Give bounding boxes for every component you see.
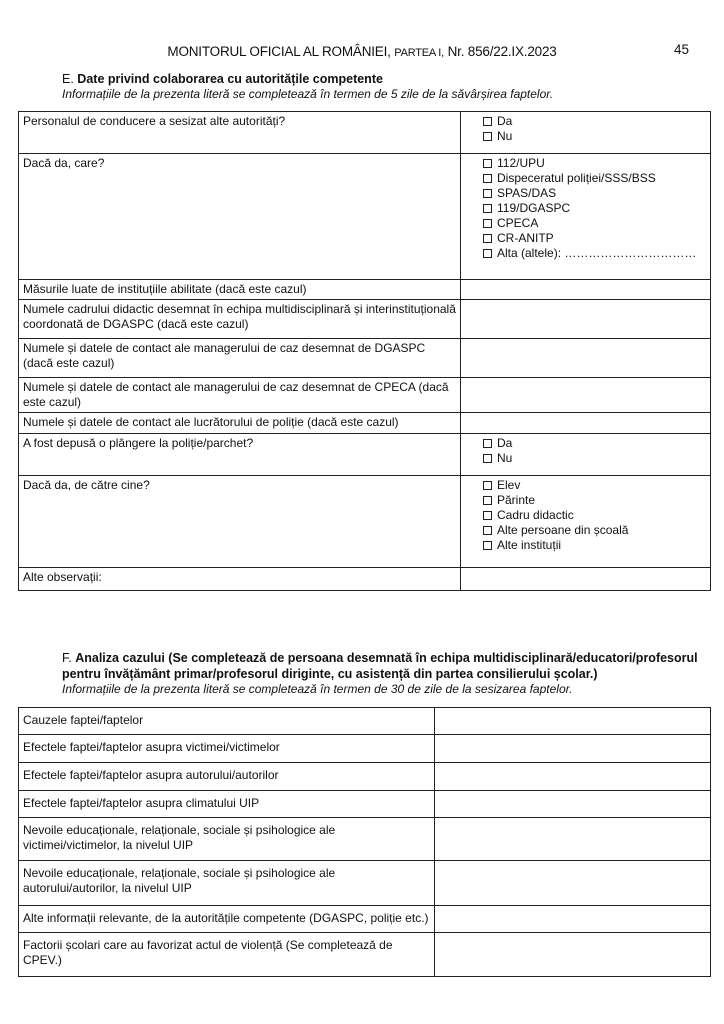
row-answer[interactable] — [461, 434, 711, 476]
row-answer[interactable] — [435, 763, 711, 791]
row-label: Numele și datele de contact ale lucrătorului de poliție (dacă este cazul) — [19, 413, 461, 434]
table-row — [19, 735, 711, 763]
row-answer[interactable] — [461, 300, 711, 339]
section-e-title: E. Date privind colaborarea cu autoritățile competente — [62, 72, 383, 86]
checkbox-icon[interactable] — [483, 481, 492, 490]
table-row — [19, 791, 711, 818]
row-label: Alte observații: — [19, 568, 461, 591]
table-row — [19, 112, 711, 154]
row-label: Efectele faptei/faptelor asupra autorului/autorilor — [19, 763, 435, 791]
checkbox-option[interactable] — [483, 201, 706, 216]
table-row — [19, 476, 711, 568]
option-label: Elev — [497, 478, 521, 492]
section-f-title: F. Analiza cazului (Se completează de persoana desemnată în echipa multidisciplinară/educatori/profesorul pentru învățământ primar/profesorul diriginte, cu asistență din partea consilierului școlar.) — [62, 651, 698, 681]
checkbox-icon[interactable] — [483, 234, 492, 243]
table-row — [19, 933, 711, 977]
row-label: Efectele faptei/faptelor asupra climatului UIP — [19, 791, 435, 818]
row-answer[interactable] — [461, 154, 711, 280]
option-label: Cadru didactic — [497, 508, 574, 522]
option-label: Alte persoane din școală — [497, 523, 629, 537]
row-answer[interactable] — [435, 735, 711, 763]
section-f-note: Informațiile de la prezenta literă se completează în termen de 30 de zile de la sesizarea faptelor. — [62, 682, 573, 696]
row-answer[interactable] — [461, 568, 711, 591]
checkbox-option[interactable] — [483, 493, 706, 508]
option-label: Da — [497, 436, 513, 450]
row-label: A fost depusă o plângere la poliție/parchet? — [19, 434, 461, 476]
checkbox-icon[interactable] — [483, 159, 492, 168]
table-row — [19, 861, 711, 906]
checkbox-option[interactable] — [483, 186, 706, 201]
checkbox-icon[interactable] — [483, 204, 492, 213]
checkbox-icon[interactable] — [483, 189, 492, 198]
checkbox-option[interactable] — [483, 523, 706, 538]
checkbox-icon[interactable] — [483, 496, 492, 505]
checkbox-option[interactable] — [483, 538, 706, 553]
option-label: SPAS/DAS — [497, 186, 557, 200]
table-row — [19, 154, 711, 280]
row-label: Măsurile luate de instituțiile abilitate (dacă este cazul) — [19, 280, 461, 300]
row-label: Personalul de conducere a sesizat alte autorități? — [19, 112, 461, 154]
section-e-note: Informațiile de la prezenta literă se completează în termen de 5 zile de la săvârșirea faptelor. — [62, 87, 554, 101]
row-label: Alte informații relevante, de la autoritățile competente (DGASPC, poliție etc.) — [19, 906, 435, 933]
checkbox-icon[interactable] — [483, 132, 492, 141]
section-f-table — [18, 707, 711, 977]
checkbox-option[interactable] — [483, 451, 706, 466]
checkbox-option[interactable] — [483, 246, 706, 261]
option-label: Nu — [497, 129, 513, 143]
table-row — [19, 378, 711, 413]
row-answer[interactable] — [435, 861, 711, 906]
option-label: CR-ANITP — [497, 231, 554, 245]
option-label: 119/DGASPC — [497, 201, 571, 215]
row-answer[interactable] — [435, 906, 711, 933]
row-answer[interactable] — [435, 818, 711, 861]
checkbox-icon[interactable] — [483, 511, 492, 520]
table-row — [19, 763, 711, 791]
page-header — [0, 44, 724, 59]
table-row — [19, 413, 711, 434]
checkbox-option[interactable] — [483, 231, 706, 246]
row-label: Numele și datele de contact ale managerului de caz desemnat de DGASPC (dacă este cazul) — [19, 339, 461, 378]
row-answer[interactable] — [461, 112, 711, 154]
option-label: Da — [497, 114, 513, 128]
row-answer[interactable] — [435, 791, 711, 818]
option-label: CPECA — [497, 216, 539, 230]
checkbox-icon[interactable] — [483, 526, 492, 535]
row-label: Cauzele faptei/faptelor — [19, 708, 435, 735]
row-answer[interactable] — [461, 339, 711, 378]
option-label: Părinte — [497, 493, 536, 507]
checkbox-option[interactable] — [483, 508, 706, 523]
row-answer[interactable] — [461, 378, 711, 413]
option-label: Alta (altele): …………………………… — [497, 246, 697, 260]
header-issue: Nr. 856/22.IX.2023 — [447, 44, 557, 59]
table-row — [19, 339, 711, 378]
option-label: 112/UPU — [497, 156, 545, 170]
table-row — [19, 434, 711, 476]
row-label: Numele cadrului didactic desemnat în echipa multidisciplinară și interinstituțională coordonată de DGASPC (dacă este cazul) — [19, 300, 461, 339]
header-part: PARTEA I, — [394, 47, 445, 59]
section-e-table — [18, 111, 711, 591]
table-row — [19, 818, 711, 861]
option-label: Nu — [497, 451, 513, 465]
checkbox-option[interactable] — [483, 156, 706, 171]
checkbox-option[interactable] — [483, 171, 706, 186]
row-label: Efectele faptei/faptelor asupra victimei/victimelor — [19, 735, 435, 763]
row-answer[interactable] — [461, 280, 711, 300]
checkbox-option[interactable] — [483, 129, 706, 144]
header-title: MONITORUL OFICIAL AL ROMÂNIEI, — [167, 44, 391, 59]
page-number: 45 — [674, 42, 690, 57]
checkbox-option[interactable] — [483, 216, 706, 231]
row-label: Numele și datele de contact ale managerului de caz desemnat de CPECA (dacă este cazul) — [19, 378, 461, 413]
table-row — [19, 300, 711, 339]
checkbox-icon[interactable] — [483, 439, 492, 448]
checkbox-icon[interactable] — [483, 249, 492, 258]
row-label: Dacă da, care? — [19, 154, 461, 280]
row-label: Nevoile educaționale, relaționale, sociale și psihologice ale victimei/victimelor, la nivelul UIP — [19, 818, 435, 861]
row-answer[interactable] — [435, 708, 711, 735]
checkbox-option[interactable] — [483, 114, 706, 129]
row-label: Dacă da, de către cine? — [19, 476, 461, 568]
option-label: Dispeceratul poliției/SSS/BSS — [497, 171, 656, 185]
checkbox-option[interactable] — [483, 436, 706, 451]
row-answer[interactable] — [461, 413, 711, 434]
table-row — [19, 280, 711, 300]
checkbox-icon[interactable] — [483, 117, 492, 126]
row-answer[interactable] — [461, 476, 711, 568]
table-row — [19, 708, 711, 735]
option-label: Alte instituții — [497, 538, 562, 552]
checkbox-option[interactable] — [483, 478, 706, 493]
checkbox-icon[interactable] — [483, 454, 492, 463]
row-label: Factorii școlari care au favorizat actul de violență (Se completează de CPEV.) — [19, 933, 435, 977]
checkbox-icon[interactable] — [483, 219, 492, 228]
checkbox-icon[interactable] — [483, 174, 492, 183]
table-row — [19, 906, 711, 933]
row-label: Nevoile educaționale, relaționale, sociale și psihologice ale autorului/autorilor, la nivelul UIP — [19, 861, 435, 906]
checkbox-icon[interactable] — [483, 541, 492, 550]
row-answer[interactable] — [435, 933, 711, 977]
table-row — [19, 568, 711, 591]
